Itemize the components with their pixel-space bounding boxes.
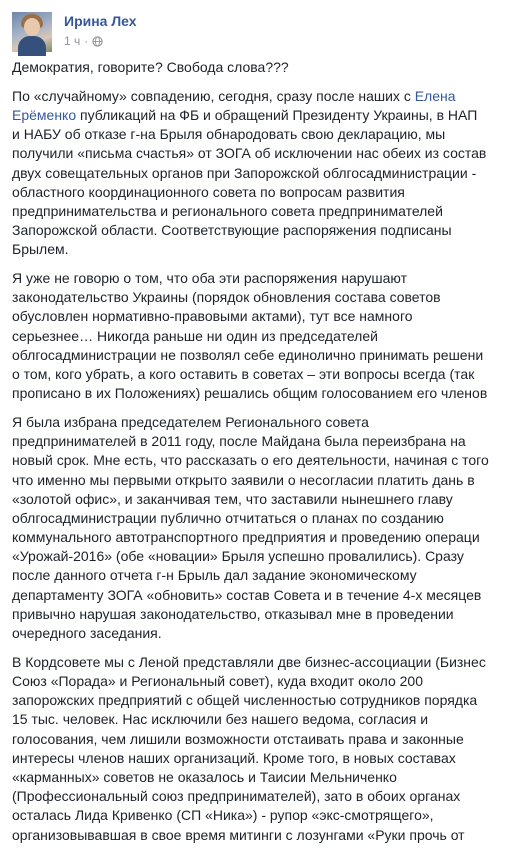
text-line: «Урожай-2016» (обе «новации» Брыля успешно провалились). Сразу: [12, 548, 464, 565]
avatar-body: [18, 36, 46, 56]
paragraph-1: [12, 58, 532, 77]
text-line: обусловлен нормативно-правовыми актами), тут все намного: [12, 308, 413, 325]
text-line: серьезнее… Никогда раньше ни один из председателей: [12, 327, 378, 344]
text-line: Демократия, говорите? Свобода слова???: [12, 59, 289, 75]
text-line: прописано в их Положениях) решались общим голосованием его членов: [12, 385, 488, 402]
text-line: после данного отчета г-н Брыль дал задание экономическому: [12, 567, 417, 584]
text-line: [12, 106, 532, 125]
text-line: предпринимательства и регионального совета предпринимателей: [12, 202, 443, 219]
author-name[interactable]: Ирина Лех: [64, 13, 137, 29]
text-line: облгосадминистрации публично отчитаться о планах по созданию: [12, 509, 444, 526]
text-line: (Профессиональный союз предпринимателей), зато в обоих органах: [12, 788, 461, 805]
post-time[interactable]: 1 ч: [64, 34, 81, 48]
text-line: привычно нарушая законодательство, отказывал мне в проведении: [12, 605, 454, 622]
text-line: запорожских предприятий с общей численностью сотрудников порядка: [12, 692, 478, 709]
text-segment: По «случайному» совпадению, сегодня, сразу после наших с: [12, 87, 415, 104]
text-line: двух совещательных органов при Запорожской облгосадминистрации -: [12, 164, 477, 181]
text-line: интересы членов наших организаций. Кроме того, в новых составах: [12, 749, 456, 766]
mention-link[interactable]: Елена: [414, 87, 456, 104]
text-line: коммунального автотранспортного предприятия и проведению операци: [12, 529, 480, 546]
text-line: получили «письма счастья» от ЗОГА об исключении нас обеих из состав: [12, 145, 487, 162]
text-line: что именно мы первыми открыто заявили о несогласии платить дань в: [12, 471, 475, 488]
text-line: «золотой офис», и заканчивая тем, что заставили нынешнего главу: [12, 490, 453, 507]
text-line: Я была избрана председателем Регионального совета: [12, 413, 369, 430]
text-line: очередного заседания.: [12, 625, 162, 642]
text-line: «карманных» советов не оказалось и Таисии Мельниченко: [12, 768, 397, 785]
text-line: Союз «Порада» и Региональный совет), куда входит около 200: [12, 673, 423, 689]
post-text: [12, 58, 532, 854]
text-line: законодательство Украины (порядок обновления состава советов: [12, 289, 441, 306]
text-line: предпринимателей в 2011 году, после Майдана была переизбрана на: [12, 433, 466, 450]
meta-separator: ·: [84, 34, 89, 48]
text-segment: публикаций на ФБ и обращений Президенту Украины, в НАП: [76, 106, 478, 123]
globe-icon[interactable]: [92, 36, 103, 47]
text-line: и НАБУ об отказе г-на Брыля обнародовать свою декларацию, мы: [12, 126, 446, 143]
text-line: о том, кого убрать, а кого оставить в советах – эти вопросы всегда (так: [12, 366, 475, 382]
text-line: Я уже не говорю о том, что оба эти распоряжения нарушают: [12, 270, 407, 287]
paragraph-2: [12, 87, 532, 260]
paragraph-3: [12, 269, 532, 403]
author-avatar[interactable]: [12, 12, 52, 52]
text-line: осталась Лида Кривенко (СП «Ника») - рупор «экс-смотрящего»,: [12, 807, 434, 824]
avatar-face: [24, 18, 40, 36]
text-line: голосования, чем лишили возможности отстаивать права и законные: [12, 730, 464, 747]
text-line: 15 тыс. человек. Нас исключили без нашего ведома, согласия и: [12, 711, 429, 728]
text-line: облгосадминистрации не позволял себе единолично принимать решени: [12, 346, 484, 363]
mention-link[interactable]: Ерёменко: [12, 106, 77, 123]
text-line: Брылем.: [12, 241, 69, 258]
paragraph-5: [12, 653, 532, 845]
text-line: департаменту ЗОГА «обновить» состав Совета и в течение 4-х месяцев: [12, 586, 482, 603]
paragraph-4: [12, 413, 532, 643]
text-line: новый срок. Мне есть, что рассказать о его деятельности, начиная с того: [12, 452, 489, 469]
text-line: организовывавшая в свое время митинги с лозунгами «Руки прочь от: [12, 826, 465, 843]
text-line: Запорожской области. Соответствующие распоряжения подписаны: [12, 222, 452, 239]
text-line: областного координационного совета по вопросам развития: [12, 183, 405, 200]
text-line: В Кордсовете мы с Леной представляли две бизнес-ассоциации (Бизнес: [12, 653, 486, 670]
post-meta: [64, 34, 103, 48]
text-line: [12, 87, 532, 106]
